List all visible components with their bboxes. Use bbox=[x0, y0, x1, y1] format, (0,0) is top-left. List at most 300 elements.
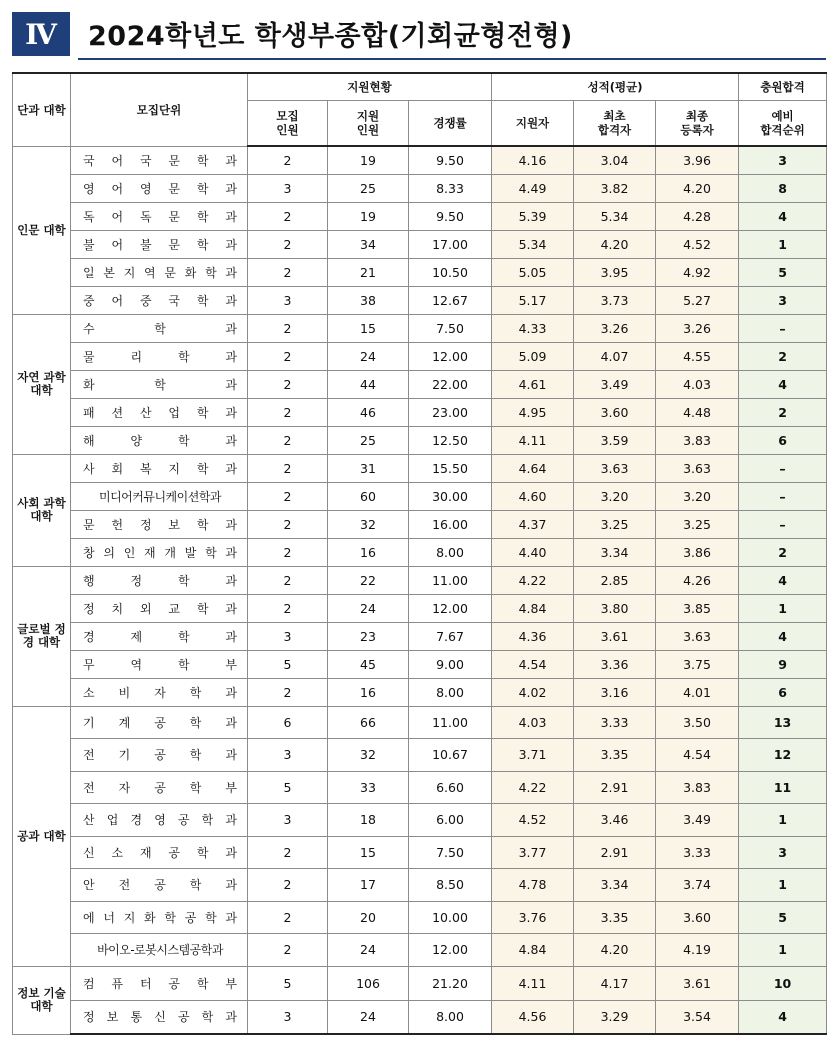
department-name bbox=[71, 934, 248, 967]
department-char: 헌 bbox=[111, 517, 124, 532]
quota-cell: 3 bbox=[248, 1000, 328, 1034]
applicants-cell: 17 bbox=[328, 869, 409, 902]
department-char: 학 bbox=[201, 813, 214, 828]
department-char: 공 bbox=[177, 1010, 190, 1025]
first-pass-avg-cell: 3.35 bbox=[574, 901, 656, 934]
header-college: 단과 대학 bbox=[13, 73, 71, 146]
header-quota: 모집 인원 bbox=[248, 100, 328, 146]
table-row bbox=[13, 174, 827, 202]
table-row bbox=[13, 202, 827, 230]
ratio-cell: 6.60 bbox=[409, 771, 492, 804]
quota-cell: 2 bbox=[248, 258, 328, 286]
department-label bbox=[71, 600, 247, 617]
department-char: 창 bbox=[83, 545, 95, 560]
department-char: 복 bbox=[139, 461, 152, 476]
ratio-cell: 10.00 bbox=[409, 901, 492, 934]
college-name: 인문 대학 bbox=[13, 146, 71, 314]
department-char: 사 bbox=[83, 461, 95, 476]
department-name bbox=[71, 622, 248, 650]
department-char: 영 bbox=[154, 813, 166, 828]
first-pass-avg-cell: 3.25 bbox=[574, 510, 656, 538]
department-char: 문 bbox=[168, 153, 180, 168]
department-char: 소 bbox=[111, 845, 124, 860]
waitlist-rank-cell: 2 bbox=[739, 398, 827, 426]
department-char: 정 bbox=[83, 601, 95, 616]
department-name bbox=[71, 901, 248, 934]
ratio-cell: 10.67 bbox=[409, 739, 492, 772]
final-reg-avg-cell: 4.03 bbox=[656, 370, 739, 398]
department-char: 과 bbox=[225, 405, 237, 420]
quota-cell: 2 bbox=[248, 230, 328, 258]
college-name: 사회 과학 대학 bbox=[13, 454, 71, 566]
department-name bbox=[71, 342, 248, 370]
department-label bbox=[71, 684, 247, 701]
ratio-cell: 10.50 bbox=[409, 258, 492, 286]
first-pass-avg-cell: 3.60 bbox=[574, 398, 656, 426]
department-char: 국 bbox=[139, 153, 152, 168]
department-char: 학 bbox=[201, 1010, 214, 1025]
department-char: 역 bbox=[130, 657, 143, 672]
department-char: 물 bbox=[83, 349, 95, 364]
final-reg-avg-cell: 3.96 bbox=[656, 146, 739, 174]
department-char: 과 bbox=[225, 629, 237, 644]
department-label bbox=[71, 1008, 247, 1025]
department-name bbox=[71, 804, 248, 837]
applicants-cell: 20 bbox=[328, 901, 409, 934]
quota-cell: 2 bbox=[248, 594, 328, 622]
quota-cell: 5 bbox=[248, 771, 328, 804]
header-waitlist: 예비 합격순위 bbox=[739, 100, 827, 146]
department-char: 화 bbox=[184, 265, 197, 280]
admission-results-table bbox=[12, 72, 827, 1035]
department-name bbox=[71, 538, 248, 566]
table-row bbox=[13, 804, 827, 837]
ratio-cell: 15.50 bbox=[409, 454, 492, 482]
quota-cell: 2 bbox=[248, 934, 328, 967]
department-char: 과 bbox=[225, 377, 237, 392]
applicants-cell: 106 bbox=[328, 966, 409, 1000]
applicants-cell: 32 bbox=[328, 739, 409, 772]
header-group-score: 성적(평균) bbox=[492, 73, 739, 100]
header-applicants: 지원 인원 bbox=[328, 100, 409, 146]
applicant-avg-cell: 4.22 bbox=[492, 771, 574, 804]
applicant-avg-cell: 4.11 bbox=[492, 966, 574, 1000]
ratio-cell: 8.00 bbox=[409, 678, 492, 706]
department-name bbox=[71, 771, 248, 804]
applicants-cell: 23 bbox=[328, 622, 409, 650]
waitlist-rank-cell: 3 bbox=[739, 286, 827, 314]
department-char: 재 bbox=[144, 545, 156, 560]
final-reg-avg-cell: 3.83 bbox=[656, 771, 739, 804]
department-char: 화 bbox=[83, 377, 95, 392]
applicant-avg-cell: 4.22 bbox=[492, 566, 574, 594]
ratio-cell: 12.00 bbox=[409, 934, 492, 967]
department-char: 전 bbox=[83, 748, 95, 763]
department-char: 부 bbox=[225, 657, 237, 672]
quota-cell: 2 bbox=[248, 869, 328, 902]
department-char: 산 bbox=[139, 405, 152, 420]
ratio-cell: 9.50 bbox=[409, 146, 492, 174]
waitlist-rank-cell: 4 bbox=[739, 566, 827, 594]
department-label bbox=[71, 844, 247, 861]
applicants-cell: 19 bbox=[328, 202, 409, 230]
applicants-cell: 21 bbox=[328, 258, 409, 286]
final-reg-avg-cell: 3.75 bbox=[656, 650, 739, 678]
first-pass-avg-cell: 4.20 bbox=[574, 934, 656, 967]
department-char: 업 bbox=[106, 813, 119, 828]
quota-cell: 3 bbox=[248, 174, 328, 202]
department-char: 외 bbox=[139, 601, 152, 616]
first-pass-avg-cell: 4.17 bbox=[574, 966, 656, 1000]
applicant-avg-cell: 4.95 bbox=[492, 398, 574, 426]
applicant-avg-cell: 4.60 bbox=[492, 482, 574, 510]
department-char: 국 bbox=[168, 293, 180, 308]
department-char: 치 bbox=[111, 601, 124, 616]
table-row bbox=[13, 901, 827, 934]
waitlist-rank-cell: 9 bbox=[739, 650, 827, 678]
final-reg-avg-cell: 3.86 bbox=[656, 538, 739, 566]
applicant-avg-cell: 4.84 bbox=[492, 934, 574, 967]
department-char: 공 bbox=[177, 813, 190, 828]
waitlist-rank-cell: 1 bbox=[739, 869, 827, 902]
department-char: 학 bbox=[196, 517, 209, 532]
department-char: 정 bbox=[83, 1010, 95, 1025]
ratio-cell: 8.00 bbox=[409, 538, 492, 566]
table-row bbox=[13, 934, 827, 967]
department-char: 학 bbox=[154, 321, 166, 336]
ratio-cell: 7.50 bbox=[409, 836, 492, 869]
department-char: 공 bbox=[154, 748, 166, 763]
department-name bbox=[71, 739, 248, 772]
department-name bbox=[71, 314, 248, 342]
waitlist-rank-cell: 1 bbox=[739, 230, 827, 258]
quota-cell: 3 bbox=[248, 804, 328, 837]
first-pass-avg-cell: 3.26 bbox=[574, 314, 656, 342]
department-label bbox=[71, 628, 247, 645]
department-char: 학 bbox=[177, 573, 190, 588]
department-label bbox=[71, 152, 247, 169]
final-reg-avg-cell: 3.54 bbox=[656, 1000, 739, 1034]
department-name bbox=[71, 869, 248, 902]
first-pass-avg-cell: 3.46 bbox=[574, 804, 656, 837]
department-char: 과 bbox=[225, 293, 237, 308]
quota-cell: 2 bbox=[248, 510, 328, 538]
department-char: 학 bbox=[196, 293, 209, 308]
department-char: 신 bbox=[154, 1010, 166, 1025]
department-label bbox=[71, 909, 247, 926]
department-label bbox=[71, 180, 247, 197]
quota-cell: 2 bbox=[248, 202, 328, 230]
final-reg-avg-cell: 3.63 bbox=[656, 622, 739, 650]
quota-cell: 2 bbox=[248, 370, 328, 398]
first-pass-avg-cell: 3.33 bbox=[574, 706, 656, 739]
department-name bbox=[71, 706, 248, 739]
final-reg-avg-cell: 4.92 bbox=[656, 258, 739, 286]
waitlist-rank-cell: 4 bbox=[739, 622, 827, 650]
waitlist-rank-cell: – bbox=[739, 510, 827, 538]
table-row bbox=[13, 836, 827, 869]
department-char: 보 bbox=[168, 517, 180, 532]
applicant-avg-cell: 4.56 bbox=[492, 1000, 574, 1034]
waitlist-rank-cell: – bbox=[739, 482, 827, 510]
department-name bbox=[71, 566, 248, 594]
department-char: 업 bbox=[168, 405, 180, 420]
first-pass-avg-cell: 3.35 bbox=[574, 739, 656, 772]
final-reg-avg-cell: 3.83 bbox=[656, 426, 739, 454]
table-row bbox=[13, 482, 827, 510]
department-char: 학 bbox=[205, 910, 217, 925]
department-char: 발 bbox=[184, 545, 197, 560]
department-char: 행 bbox=[83, 573, 95, 588]
department-char: 보 bbox=[106, 1010, 119, 1025]
department-char: 어 bbox=[111, 153, 124, 168]
applicants-cell: 18 bbox=[328, 804, 409, 837]
applicant-avg-cell: 5.39 bbox=[492, 202, 574, 230]
ratio-cell: 17.00 bbox=[409, 230, 492, 258]
applicants-cell: 46 bbox=[328, 398, 409, 426]
first-pass-avg-cell: 4.07 bbox=[574, 342, 656, 370]
department-char: 과 bbox=[225, 237, 237, 252]
department-label bbox=[71, 236, 247, 253]
applicants-cell: 22 bbox=[328, 566, 409, 594]
table-row bbox=[13, 1000, 827, 1034]
applicants-cell: 31 bbox=[328, 454, 409, 482]
department-name bbox=[71, 146, 248, 174]
final-reg-avg-cell: 3.60 bbox=[656, 901, 739, 934]
department-char: 지 bbox=[123, 265, 136, 280]
department-name bbox=[71, 966, 248, 1000]
first-pass-avg-cell: 4.20 bbox=[574, 230, 656, 258]
first-pass-avg-cell: 3.16 bbox=[574, 678, 656, 706]
table-row bbox=[13, 706, 827, 739]
applicants-cell: 34 bbox=[328, 230, 409, 258]
applicants-cell: 33 bbox=[328, 771, 409, 804]
page-header bbox=[12, 12, 826, 60]
department-char: 재 bbox=[139, 845, 152, 860]
department-char: 학 bbox=[196, 461, 209, 476]
department-char: 공 bbox=[154, 715, 166, 730]
department-label: 바이오-로봇시스템공학과 bbox=[97, 943, 223, 958]
department-char: 지 bbox=[168, 461, 180, 476]
department-char: 과 bbox=[225, 1010, 237, 1025]
department-char: 어 bbox=[111, 209, 124, 224]
waitlist-rank-cell: 4 bbox=[739, 370, 827, 398]
first-pass-avg-cell: 3.34 bbox=[574, 538, 656, 566]
applicants-cell: 60 bbox=[328, 482, 409, 510]
waitlist-rank-cell: 2 bbox=[739, 342, 827, 370]
department-char: 의 bbox=[103, 545, 115, 560]
first-pass-avg-cell: 3.49 bbox=[574, 370, 656, 398]
applicant-avg-cell: 5.17 bbox=[492, 286, 574, 314]
first-pass-avg-cell: 3.63 bbox=[574, 454, 656, 482]
department-char: 학 bbox=[177, 629, 190, 644]
department-char: 과 bbox=[225, 813, 237, 828]
final-reg-avg-cell: 3.25 bbox=[656, 510, 739, 538]
ratio-cell: 23.00 bbox=[409, 398, 492, 426]
department-name bbox=[71, 678, 248, 706]
quota-cell: 5 bbox=[248, 650, 328, 678]
department-char: 역 bbox=[144, 265, 156, 280]
table-row bbox=[13, 594, 827, 622]
waitlist-rank-cell: 5 bbox=[739, 901, 827, 934]
department-char: 공 bbox=[154, 878, 166, 893]
first-pass-avg-cell: 3.59 bbox=[574, 426, 656, 454]
department-char: 정 bbox=[139, 517, 152, 532]
department-label bbox=[71, 714, 247, 731]
quota-cell: 3 bbox=[248, 739, 328, 772]
department-char: 컴 bbox=[83, 976, 95, 991]
department-char: 어 bbox=[111, 293, 124, 308]
department-char: 과 bbox=[225, 209, 237, 224]
department-char: 션 bbox=[111, 405, 124, 420]
department-name bbox=[71, 1000, 248, 1034]
department-char: 해 bbox=[83, 433, 95, 448]
table-row bbox=[13, 510, 827, 538]
department-label bbox=[71, 811, 247, 828]
table-row bbox=[13, 622, 827, 650]
department-label bbox=[71, 876, 247, 893]
table-row bbox=[13, 258, 827, 286]
department-char: 학 bbox=[177, 433, 190, 448]
table-body bbox=[13, 146, 827, 1034]
department-char: 계 bbox=[118, 715, 131, 730]
department-label: 미디어커뮤니케이션학과 bbox=[98, 489, 221, 504]
applicant-avg-cell: 5.09 bbox=[492, 342, 574, 370]
department-char: 기 bbox=[118, 748, 131, 763]
first-pass-avg-cell: 3.36 bbox=[574, 650, 656, 678]
table-row bbox=[13, 650, 827, 678]
final-reg-avg-cell: 3.49 bbox=[656, 804, 739, 837]
applicants-cell: 25 bbox=[328, 174, 409, 202]
department-char: 과 bbox=[225, 349, 237, 364]
applicants-cell: 45 bbox=[328, 650, 409, 678]
department-char: 문 bbox=[83, 517, 95, 532]
waitlist-rank-cell: 5 bbox=[739, 258, 827, 286]
table-row bbox=[13, 966, 827, 1000]
header-ratio: 경쟁률 bbox=[409, 100, 492, 146]
applicants-cell: 24 bbox=[328, 594, 409, 622]
department-char: 안 bbox=[83, 878, 95, 893]
table-row bbox=[13, 342, 827, 370]
quota-cell: 2 bbox=[248, 678, 328, 706]
quota-cell: 2 bbox=[248, 566, 328, 594]
department-char: 본 bbox=[103, 265, 115, 280]
department-label bbox=[71, 264, 247, 281]
department-char: 문 bbox=[164, 265, 176, 280]
waitlist-rank-cell: 6 bbox=[739, 678, 827, 706]
applicant-avg-cell: 4.33 bbox=[492, 314, 574, 342]
department-char: 학 bbox=[196, 976, 209, 991]
department-char: 과 bbox=[225, 517, 237, 532]
department-label bbox=[71, 460, 247, 477]
applicants-cell: 24 bbox=[328, 934, 409, 967]
department-char: 패 bbox=[83, 405, 95, 420]
department-char: 학 bbox=[164, 910, 176, 925]
header-first-pass: 최초 합격자 bbox=[574, 100, 656, 146]
department-name bbox=[71, 202, 248, 230]
department-char: 수 bbox=[83, 321, 95, 336]
department-name bbox=[71, 398, 248, 426]
waitlist-rank-cell: 1 bbox=[739, 804, 827, 837]
applicant-avg-cell: 4.52 bbox=[492, 804, 574, 837]
applicant-avg-cell: 4.61 bbox=[492, 370, 574, 398]
table-row bbox=[13, 869, 827, 902]
department-char: 학 bbox=[196, 153, 209, 168]
department-name bbox=[71, 370, 248, 398]
department-char: 학 bbox=[196, 237, 209, 252]
first-pass-avg-cell: 3.80 bbox=[574, 594, 656, 622]
department-char: 학 bbox=[189, 878, 202, 893]
table-row bbox=[13, 370, 827, 398]
applicant-avg-cell: 4.49 bbox=[492, 174, 574, 202]
college-name: 글로벌 정경 대학 bbox=[13, 566, 71, 706]
department-char: 과 bbox=[225, 573, 237, 588]
first-pass-avg-cell: 2.91 bbox=[574, 771, 656, 804]
table-row bbox=[13, 566, 827, 594]
waitlist-rank-cell: 10 bbox=[739, 966, 827, 1000]
department-char: 과 bbox=[225, 715, 237, 730]
department-char: 통 bbox=[130, 1010, 143, 1025]
first-pass-avg-cell: 3.29 bbox=[574, 1000, 656, 1034]
applicant-avg-cell: 4.54 bbox=[492, 650, 574, 678]
department-char: 공 bbox=[184, 910, 197, 925]
ratio-cell: 22.00 bbox=[409, 370, 492, 398]
final-reg-avg-cell: 5.27 bbox=[656, 286, 739, 314]
department-char: 국 bbox=[83, 153, 95, 168]
final-reg-avg-cell: 3.85 bbox=[656, 594, 739, 622]
ratio-cell: 12.50 bbox=[409, 426, 492, 454]
department-char: 과 bbox=[225, 845, 237, 860]
applicant-avg-cell: 3.77 bbox=[492, 836, 574, 869]
header-group-apply: 지원현황 bbox=[248, 73, 492, 100]
department-char: 과 bbox=[225, 601, 237, 616]
applicants-cell: 15 bbox=[328, 314, 409, 342]
first-pass-avg-cell: 2.85 bbox=[574, 566, 656, 594]
waitlist-rank-cell: 13 bbox=[739, 706, 827, 739]
ratio-cell: 6.00 bbox=[409, 804, 492, 837]
department-char: 너 bbox=[103, 910, 115, 925]
department-label bbox=[71, 404, 247, 421]
department-char: 과 bbox=[225, 265, 237, 280]
department-char: 전 bbox=[83, 780, 95, 795]
final-reg-avg-cell: 4.28 bbox=[656, 202, 739, 230]
final-reg-avg-cell: 4.55 bbox=[656, 342, 739, 370]
department-name bbox=[71, 510, 248, 538]
waitlist-rank-cell: 4 bbox=[739, 202, 827, 230]
ratio-cell: 12.00 bbox=[409, 342, 492, 370]
waitlist-rank-cell: 12 bbox=[739, 739, 827, 772]
department-char: 양 bbox=[130, 433, 143, 448]
waitlist-rank-cell: 8 bbox=[739, 174, 827, 202]
ratio-cell: 7.50 bbox=[409, 314, 492, 342]
applicant-avg-cell: 5.05 bbox=[492, 258, 574, 286]
waitlist-rank-cell: 4 bbox=[739, 1000, 827, 1034]
department-char: 부 bbox=[225, 780, 237, 795]
department-char: 개 bbox=[164, 545, 176, 560]
department-char: 부 bbox=[225, 976, 237, 991]
ratio-cell: 12.00 bbox=[409, 594, 492, 622]
quota-cell: 2 bbox=[248, 454, 328, 482]
header-applicant-score: 지원자 bbox=[492, 100, 574, 146]
table-row bbox=[13, 314, 827, 342]
quota-cell: 2 bbox=[248, 146, 328, 174]
department-char: 제 bbox=[130, 629, 143, 644]
department-char: 지 bbox=[123, 910, 136, 925]
header-unit: 모집단위 bbox=[71, 73, 248, 146]
applicant-avg-cell: 4.78 bbox=[492, 869, 574, 902]
final-reg-avg-cell: 4.48 bbox=[656, 398, 739, 426]
department-name bbox=[71, 594, 248, 622]
